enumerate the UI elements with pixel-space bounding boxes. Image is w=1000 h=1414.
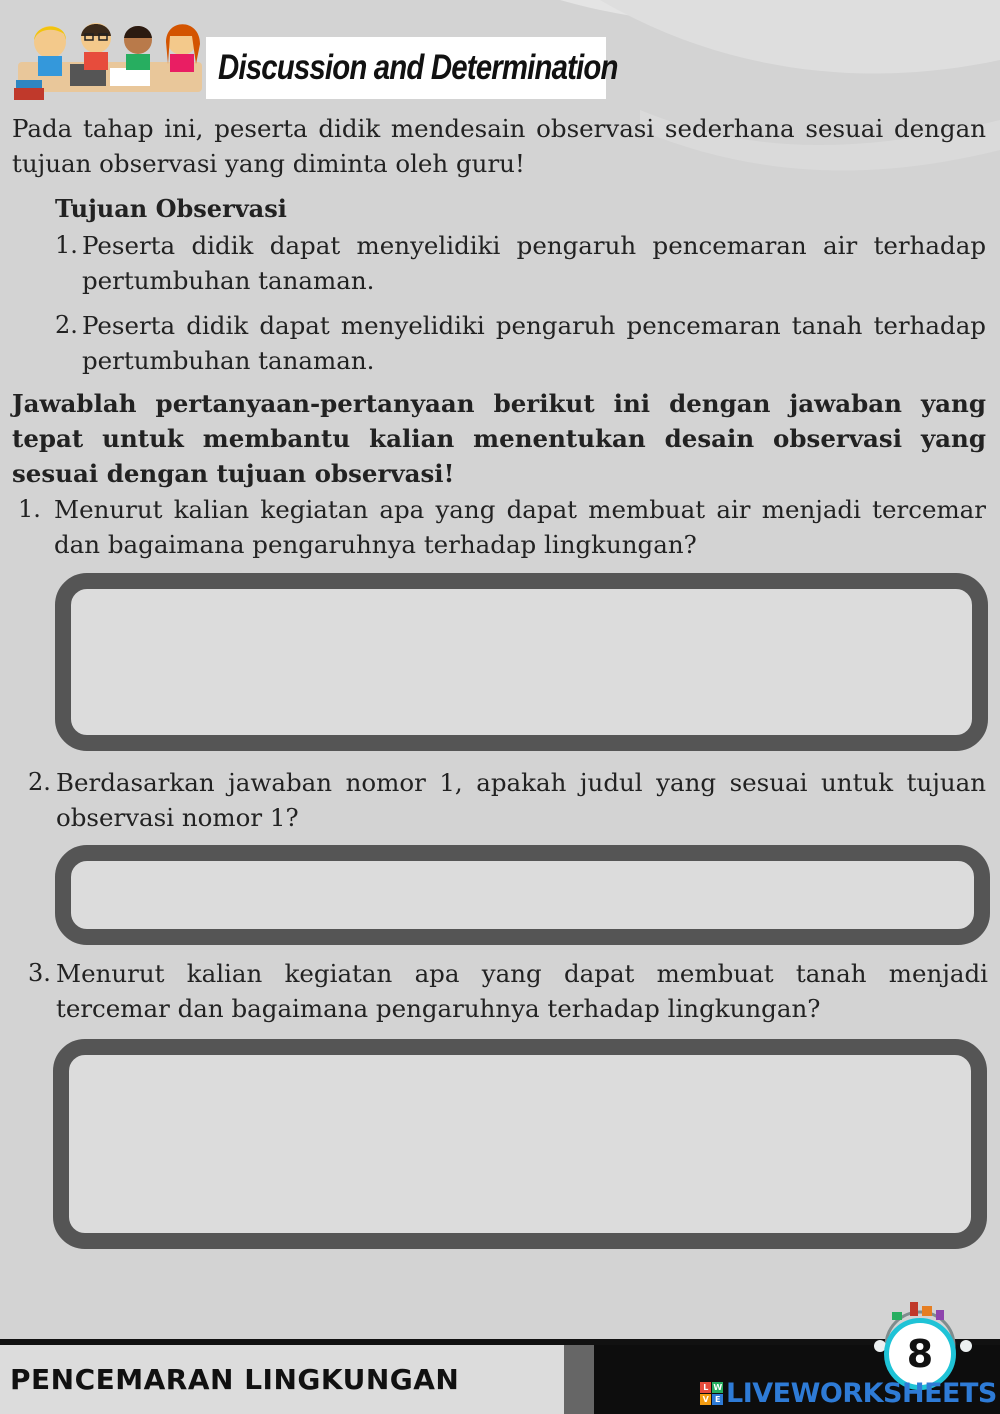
answer-box-1[interactable] (55, 573, 988, 751)
objective-item: Peserta didik dapat menyelidiki pengaruh pencemaran tanah terhadap pertumbuhan tanaman. (82, 311, 986, 375)
question-number: 2. (28, 768, 51, 796)
students-illustration (10, 14, 210, 104)
watermark-text: LIVEWORKSHEETS (726, 1378, 997, 1409)
objective-number: 1. (55, 231, 78, 259)
instruction-paragraph: Jawablah pertanyaan-pertanyaan berikut ini dengan jawaban yang tepat untuk membantu kalian menentukan desain observasi yang sesuai dengan tujuan observasi! (12, 389, 986, 488)
question-number: 3. (28, 959, 51, 987)
intro-paragraph: Pada tahap ini, peserta didik mendesain observasi sederhana sesuai dengan tujuan observasi yang diminta oleh guru! (12, 114, 986, 178)
logo-letter: W (713, 1383, 722, 1392)
liveworksheets-logo-icon (700, 1382, 723, 1405)
logo-letter: V (700, 1394, 711, 1405)
footer-title-bar (0, 1345, 564, 1414)
logo-letter: E (712, 1394, 723, 1405)
question-text: Menurut kalian kegiatan apa yang dapat membuat air menjadi tercemar dan bagaimana pengaruhnya terhadap lingkungan? (54, 495, 986, 559)
page-title: Discussion and Determination (218, 48, 618, 87)
objective-number: 2. (55, 311, 78, 339)
objective-item: Peserta didik dapat menyelidiki pengaruh pencemaran air terhadap pertumbuhan tanaman. (82, 231, 986, 295)
page-number: 8 (906, 1332, 934, 1376)
liveworksheets-watermark (700, 1378, 997, 1409)
footer-accent (564, 1345, 594, 1414)
question-text: Menurut kalian kegiatan apa yang dapat membuat tanah menjadi tercemar dan bagaimana pengaruhnya terhadap lingkungan? (56, 959, 988, 1023)
question-text: Berdasarkan jawaban nomor 1, apakah judul yang sesuai untuk tujuan observasi nomor 1? (56, 768, 986, 832)
objectives-heading: Tujuan Observasi (55, 194, 287, 223)
answer-box-3[interactable] (53, 1039, 987, 1249)
question-number: 1. (18, 495, 41, 523)
answer-box-2[interactable] (55, 845, 990, 945)
footer-title: PENCEMARAN LINGKUNGAN (10, 1363, 460, 1396)
logo-letter: L (700, 1382, 711, 1393)
title-box (206, 37, 618, 99)
